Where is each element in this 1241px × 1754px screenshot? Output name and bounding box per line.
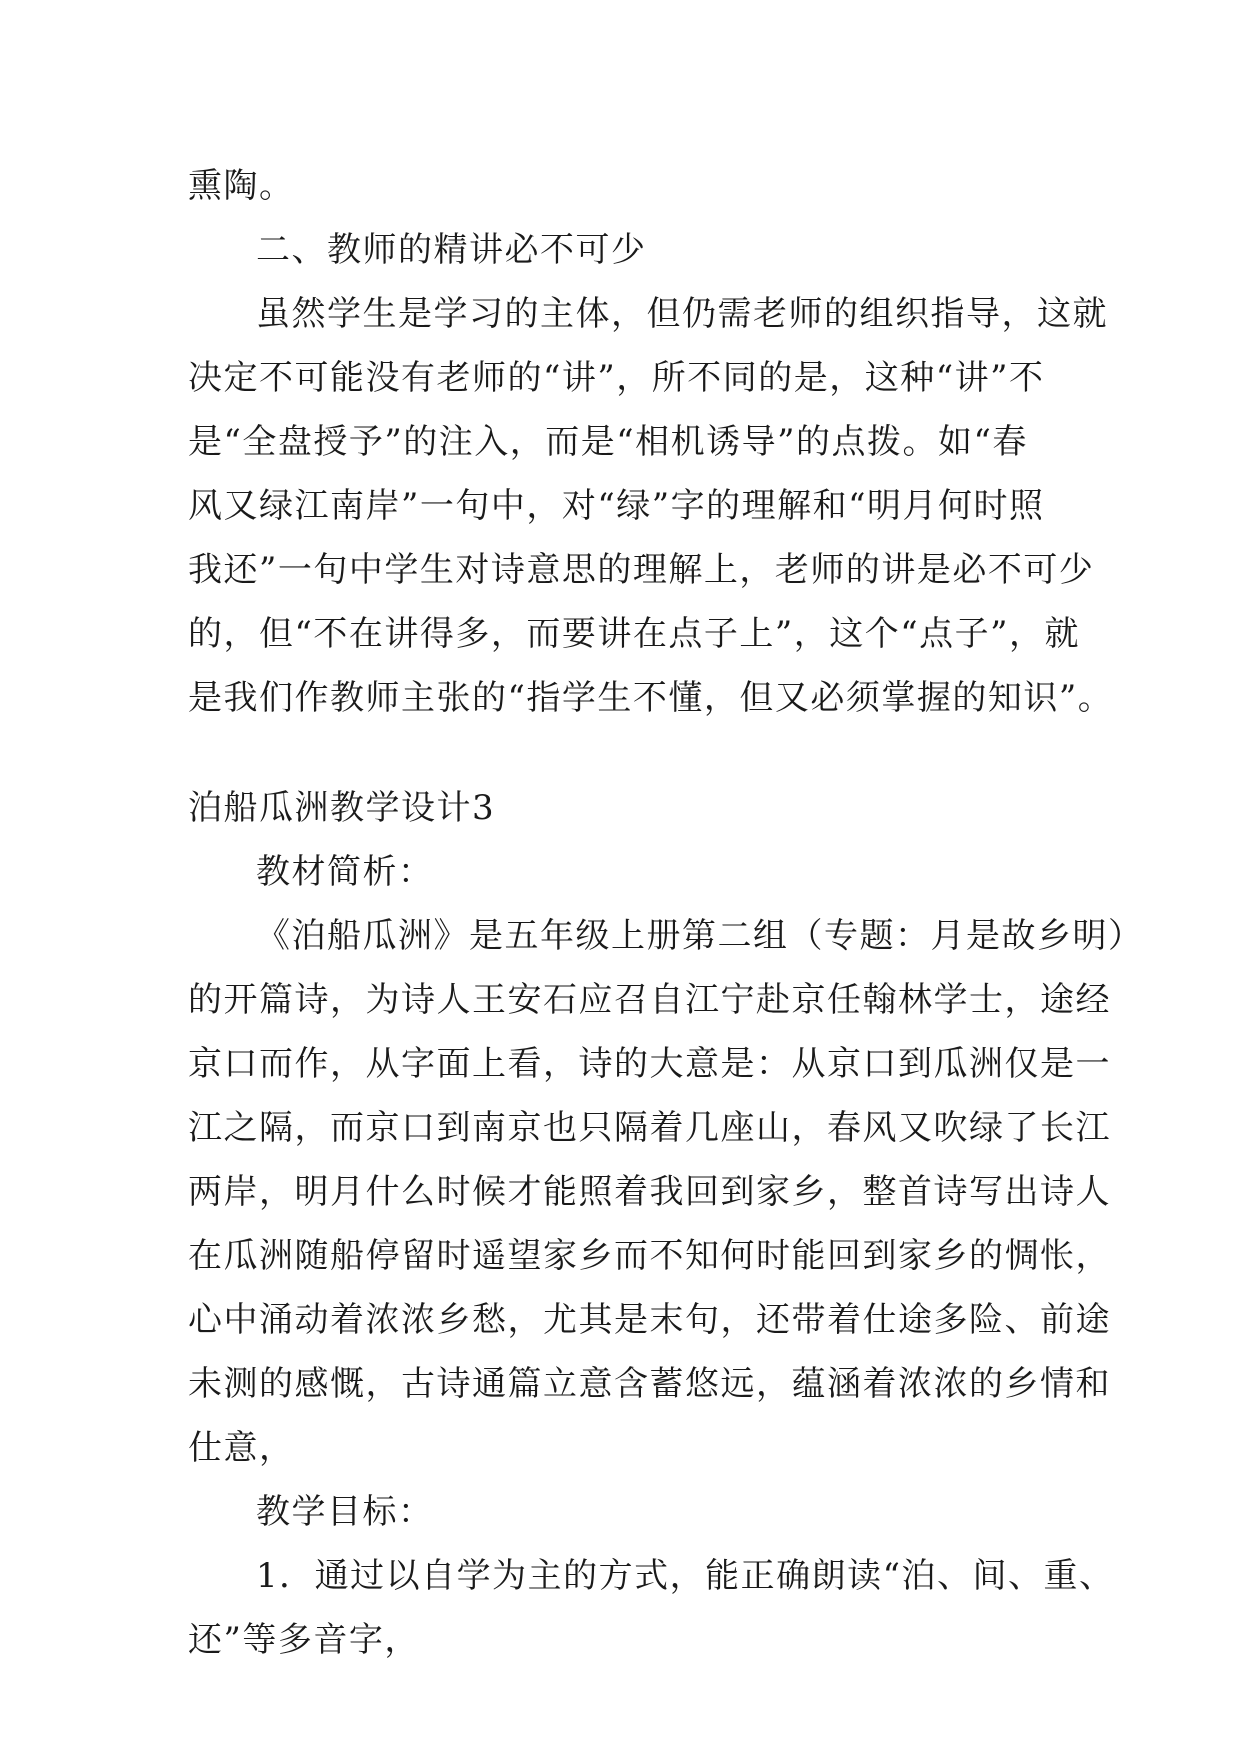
paragraph-line: 在瓜洲随船停留时遥望家乡而不知何时能回到家乡的惆怅，	[188, 1236, 1111, 1276]
paragraph-line: 心中涌动着浓浓乡愁，尤其是末句，还带着仕途多险、前途	[188, 1300, 1111, 1340]
section-heading: 二、教师的精讲必不可少	[256, 230, 647, 270]
paragraph-line: 的，但“不在讲得多，而要讲在点子上”，这个“点子”，就	[188, 614, 1081, 654]
paragraph-line: 我还”一句中学生对诗意思的理解上，老师的讲是必不可少	[188, 550, 1095, 590]
paragraph-line: 江之隔，而京口到南京也只隔着几座山，春风又吹绿了长江	[188, 1108, 1111, 1148]
paragraph-analysis	[188, 904, 1144, 1480]
paragraph-goals	[188, 1544, 1115, 1672]
paragraph-line: 风又绿江南岸”一句中，对“绿”字的理解和“明月何时照	[188, 486, 1045, 526]
paragraph-line: 是我们作教师主张的“指学生不懂，但又必须掌握的知识”。	[188, 678, 1114, 718]
subheading-goals: 教学目标：	[256, 1492, 434, 1532]
section-gap	[188, 730, 1068, 776]
document-title: 泊船瓜洲教学设计3	[188, 788, 496, 828]
paragraph-line: 未测的感慨，古诗通篇立意含蓄悠远，蕴涵着浓浓的乡情和	[188, 1364, 1111, 1404]
paragraph-line: 京口而作，从字面上看，诗的大意是：从京口到瓜洲仅是一	[188, 1044, 1111, 1084]
paragraph-line: 是“全盘授予”的注入，而是“相机诱导”的点拨。如“春	[188, 422, 1028, 462]
paragraph-line: 1．通过以自学为主的方式，能正确朗读“泊、间、重、	[256, 1556, 1115, 1596]
paragraph-line: 《泊船瓜洲》是五年级上册第二组（专题：月是故乡明）	[256, 916, 1144, 956]
paragraph-line: 的开篇诗，为诗人王安石应召自江宁赴京任翰林学士，途经	[188, 980, 1111, 1020]
paragraph-line: 虽然学生是学习的主体，但仍需老师的组织指导，这就	[256, 294, 1108, 334]
paragraph-line: 还”等多音字，	[188, 1620, 420, 1660]
paragraph-line: 决定不可能没有老师的“讲”，所不同的是，这种“讲”不	[188, 358, 1045, 398]
paragraph-line: 仕意，	[188, 1428, 295, 1468]
paragraph-teacher-explanation	[188, 282, 1114, 730]
paragraph-line: 两岸，明月什么时候才能照着我回到家乡，整首诗写出诗人	[188, 1172, 1111, 1212]
subheading-analysis: 教材简析：	[256, 852, 434, 892]
paragraph-tail: 熏陶。	[188, 166, 295, 206]
document-body	[188, 154, 1144, 1672]
